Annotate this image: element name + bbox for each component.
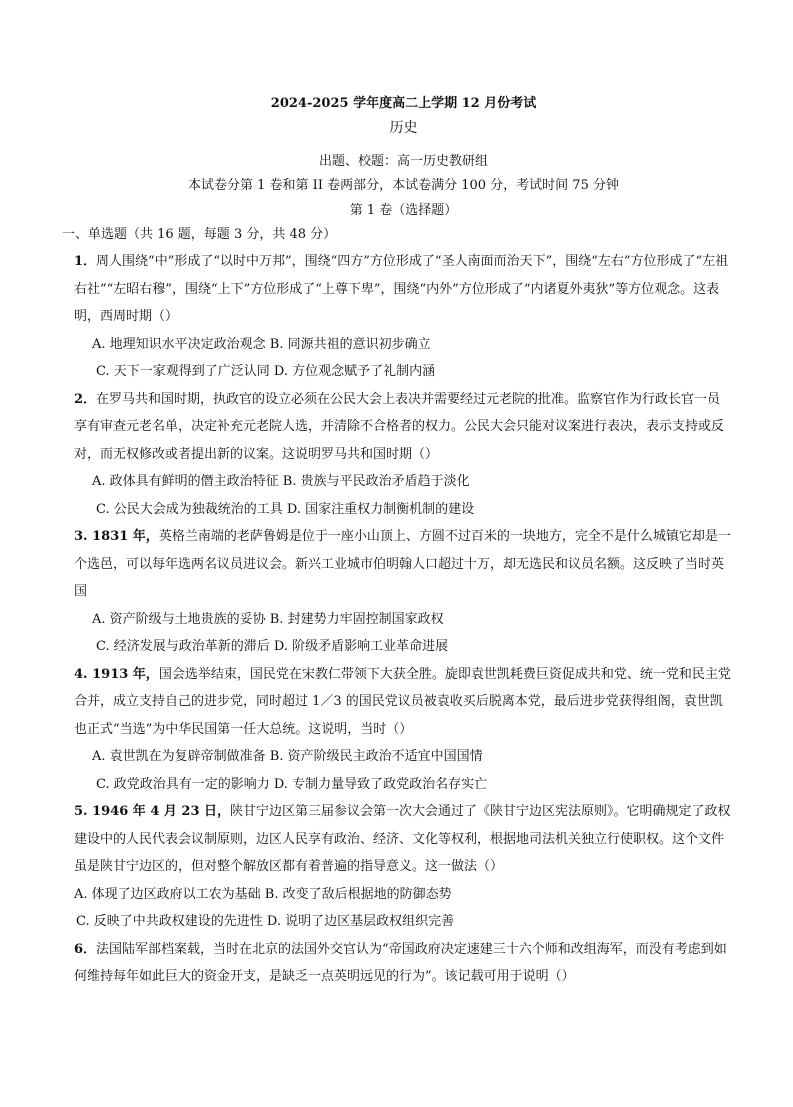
question-number: 4. 1913 年， (74, 666, 159, 682)
options-row: A. 地理知识水平决定政治观念 B. 同源共祖的意识初步确立 (92, 336, 431, 352)
options-row: A. 体现了边区政府以工农为基础 B. 改变了敌后根据地的防御态势 (74, 886, 452, 902)
section-heading: 一、单选题（共 16 题，每题 3 分，共 48 分） (62, 227, 337, 242)
question-number: 2． (74, 391, 97, 407)
question-number: 3. 1831 年， (74, 529, 159, 544)
question-2 (74, 386, 733, 524)
question-6 (74, 936, 733, 991)
options-row: A. 资产阶级与土地贵族的妥协 B. 封建势力牢固控制国家政权 (92, 611, 444, 627)
options-row: A. 袁世凯在为复辟帝制做准备 B. 资产阶级民主政治不适宜中国国情 (92, 749, 483, 764)
question-stem (74, 386, 733, 469)
subject-title: 历史 (389, 120, 418, 136)
exam-title: 2024-2025 学年度高二上学期 12 月份考试 (270, 96, 537, 111)
question-number: 6． (74, 941, 97, 957)
options-row: C. 天下一家观得到了广泛认同 D. 方位观念赋予了礼制内涵 (96, 364, 436, 379)
question-number: 1． (74, 254, 97, 269)
question-text: 在罗马共和国时期，执政官的设立必须在公民大会上表决并需要经过元老院的批准。监察官作为行政长官一员享有审查元老名单，决定补充元老院人选，并清除不合格者的权力。公民大会只能对议案进行表决，表示支持或反对，而无权修改或者提出新的议案。这说明罗马共和国时期（） (74, 391, 725, 462)
options-row: C. 政党政治具有一定的影响力 D. 专制力量导致了政党政治名存实亡 (96, 776, 488, 792)
question-3 (74, 523, 733, 661)
question-stem (74, 248, 733, 331)
question-stem (74, 798, 733, 881)
question-text: 国会选举结束，国民党在宋教仁带领下大获全胜。旋即袁世凯耗费巨资促成共和党、统一党和民主党合并，成立支持自己的进步党，同时超过 1／3 的国民党议员被袁收买后脱离本党，最后进步党获得组阁，袁世凯也正式“当选”为中华民国第一任大总统。这说明，当时（） (74, 666, 731, 737)
setters-line: 出题、校题：高一历史教研组 (318, 154, 488, 169)
question-text: 陕甘宁边区第三届参议会第一次大会通过了《陕甘宁边区宪法原则》。它明确规定了政权建设中的人民代表会议制原则，边区人民享有政治、经济、文化等权利，根据地司法机关独立行使职权。这个文件虽是陕甘宁边区的，但对整个解放区都有着普遍的指导意义。这一做法（） (74, 804, 731, 874)
question-number: 5. 1946 年 4 月 23 日， (74, 804, 231, 819)
question-1 (74, 248, 733, 386)
options-row: C. 经济发展与政治革新的滞后 D. 阶级矛盾影响工业革命进展 (96, 639, 449, 654)
question-text: 法国陆军部档案载，当时在北京的法国外交官认为“帝国政府决定速建三十六个师和改组海军，而没有考虑到如何维持每年如此巨大的资金开支，是缺乏一点英明远见的行为”。该记载可用于说明（） (74, 941, 727, 984)
options-row: C. 公民大会成为独裁统治的工具 D. 国家注重权力制衡机制的建设 (96, 501, 475, 517)
question-stem (74, 523, 733, 606)
question-5 (74, 798, 733, 936)
question-text: 周人围绕“中”形成了“以时中万邦”，围绕“四方”方位形成了“圣人南面而治天下”，围绕“左右”方位形成了“左祖右社”“左昭右穆”，围绕“上下”方位形成了“上尊下卑”，围绕“内外”方位形成了“内诸夏外夷狄”等方位观念。这表明，西周时期（） (74, 254, 729, 324)
exam-description: 本试卷分第 1 卷和第 II 卷两部分，本试卷满分 100 分，考试时间 75 分钟 (188, 178, 619, 193)
question-stem (74, 661, 733, 744)
options-row: A. 政体具有鲜明的僭主政治特征 B. 贵族与平民政治矛盾趋于淡化 (92, 474, 470, 489)
question-stem (74, 936, 733, 991)
options-row: C. 反映了中共政权建设的先进性 D. 说明了边区基层政权组织完善 (76, 914, 455, 929)
volume-heading: 第 1 卷（选择题） (349, 203, 458, 218)
question-4 (74, 661, 733, 799)
question-text: 英格兰南端的老萨鲁姆是位于一座小山顶上、方圆不过百米的一块地方，完全不是什么城镇它却是一个选邑，可以每年选两名议员进议会。新兴工业城市伯明翰人口超过十万，却无选民和议员名额。这反映了当时英国 (74, 529, 731, 599)
